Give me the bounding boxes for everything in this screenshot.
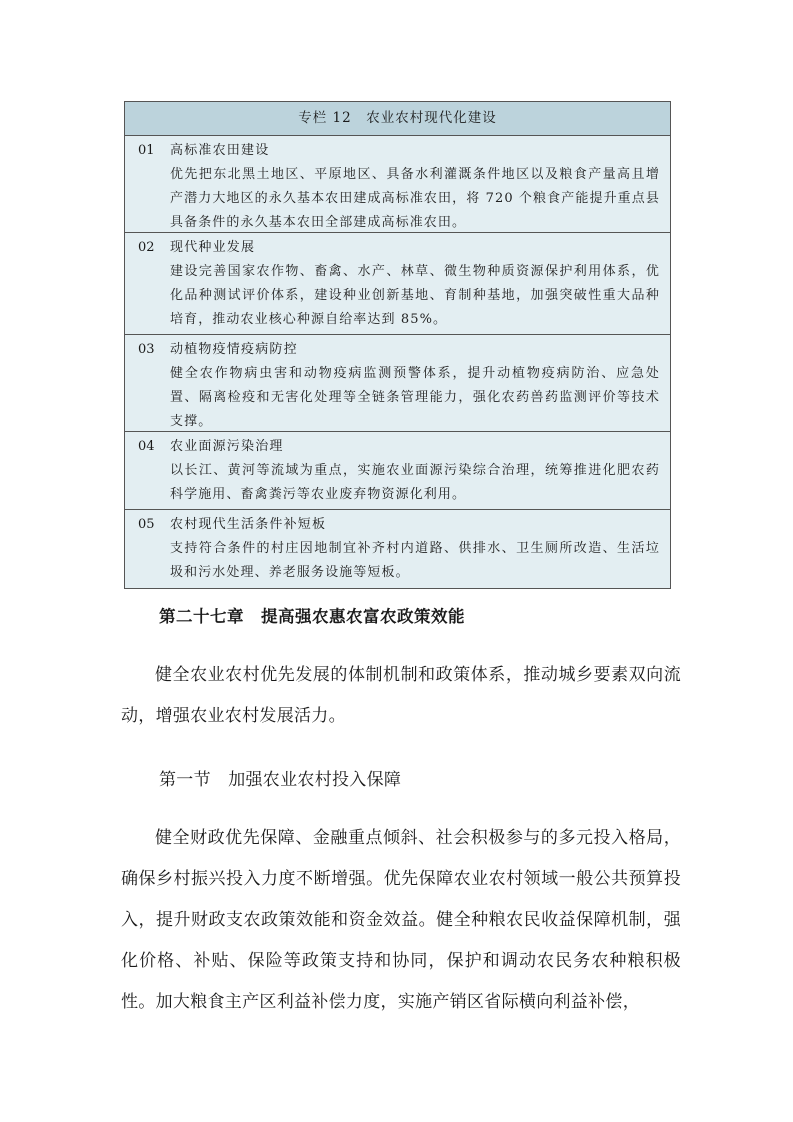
item-title: 高标准农田建设 [170, 143, 270, 158]
feature-item [125, 233, 670, 335]
item-number: 02 [138, 240, 155, 255]
item-title: 现代种业发展 [170, 240, 256, 255]
item-number: 05 [138, 517, 155, 532]
item-body: 优先把东北黑土地区、平原地区、具备水利灌溉条件地区以及粮食产量高且增产潜力大地区的永久基本农田建成高标准农田，将 720 个粮食产能提升重点县具备条件的永久基本农田全部建成高标准农田。 [170, 167, 660, 230]
item-number: 01 [138, 143, 155, 158]
item-title: 农业面源污染治理 [170, 439, 284, 454]
item-number: 04 [138, 439, 155, 454]
item-body: 建设完善国家农作物、畜禽、水产、林草、微生物种质资源保护利用体系，优化品种测试评价体系，建设种业创新基地、育制种基地，加强突破性重大品种培育，推动农业核心种源自给率达到 85%。 [170, 264, 660, 327]
feature-item [125, 136, 670, 233]
item-body: 健全农作物病虫害和动物疫病监测预警体系，提升动植物疫病防治、应急处置、隔离检疫和无害化处理等全链条管理能力，强化农药兽药监测评价等技术支撑。 [170, 366, 660, 429]
feature-box-title: 专栏 12 农业农村现代化建设 [125, 102, 670, 136]
feature-item [125, 510, 670, 589]
item-body: 以长江、黄河等流域为重点，实施农业面源污染综合治理，统筹推进化肥农药科学施用、畜禽粪污等农业废弃物资源化利用。 [170, 463, 660, 502]
item-title: 农村现代生活条件补短板 [170, 517, 327, 532]
feature-item [125, 335, 670, 432]
item-number: 03 [138, 342, 155, 357]
section-title: 第一节 加强农业农村投入保障 [159, 770, 402, 790]
feature-item [125, 432, 670, 510]
chapter-title: 第二十七章 提高强农惠农富农政策效能 [159, 607, 465, 626]
intro-paragraph: 健全农业农村优先发展的体制机制和政策体系，推动城乡要素双向流动，增强农业农村发展活力。 [121, 665, 681, 726]
item-title: 动植物疫情疫病防控 [170, 342, 298, 357]
section-paragraph: 健全财政优先保障、金融重点倾斜、社会积极参与的多元投入格局，确保乡村振兴投入力度不断增强。优先保障农业农村领域一般公共预算投入，提升财政支农政策效能和资金效益。健全种粮农民收益保障机制，强化价格、补贴、保险等政策支持和协同，保护和调动农民务农种粮积极性。加大粮食主产区利益补偿力度，实施产销区省际横向利益补偿， [121, 828, 681, 1012]
item-body: 支持符合条件的村庄因地制宜补齐村内道路、供排水、卫生厕所改造、生活垃圾和污水处理、养老服务设施等短板。 [170, 541, 660, 580]
feature-box [124, 101, 671, 589]
